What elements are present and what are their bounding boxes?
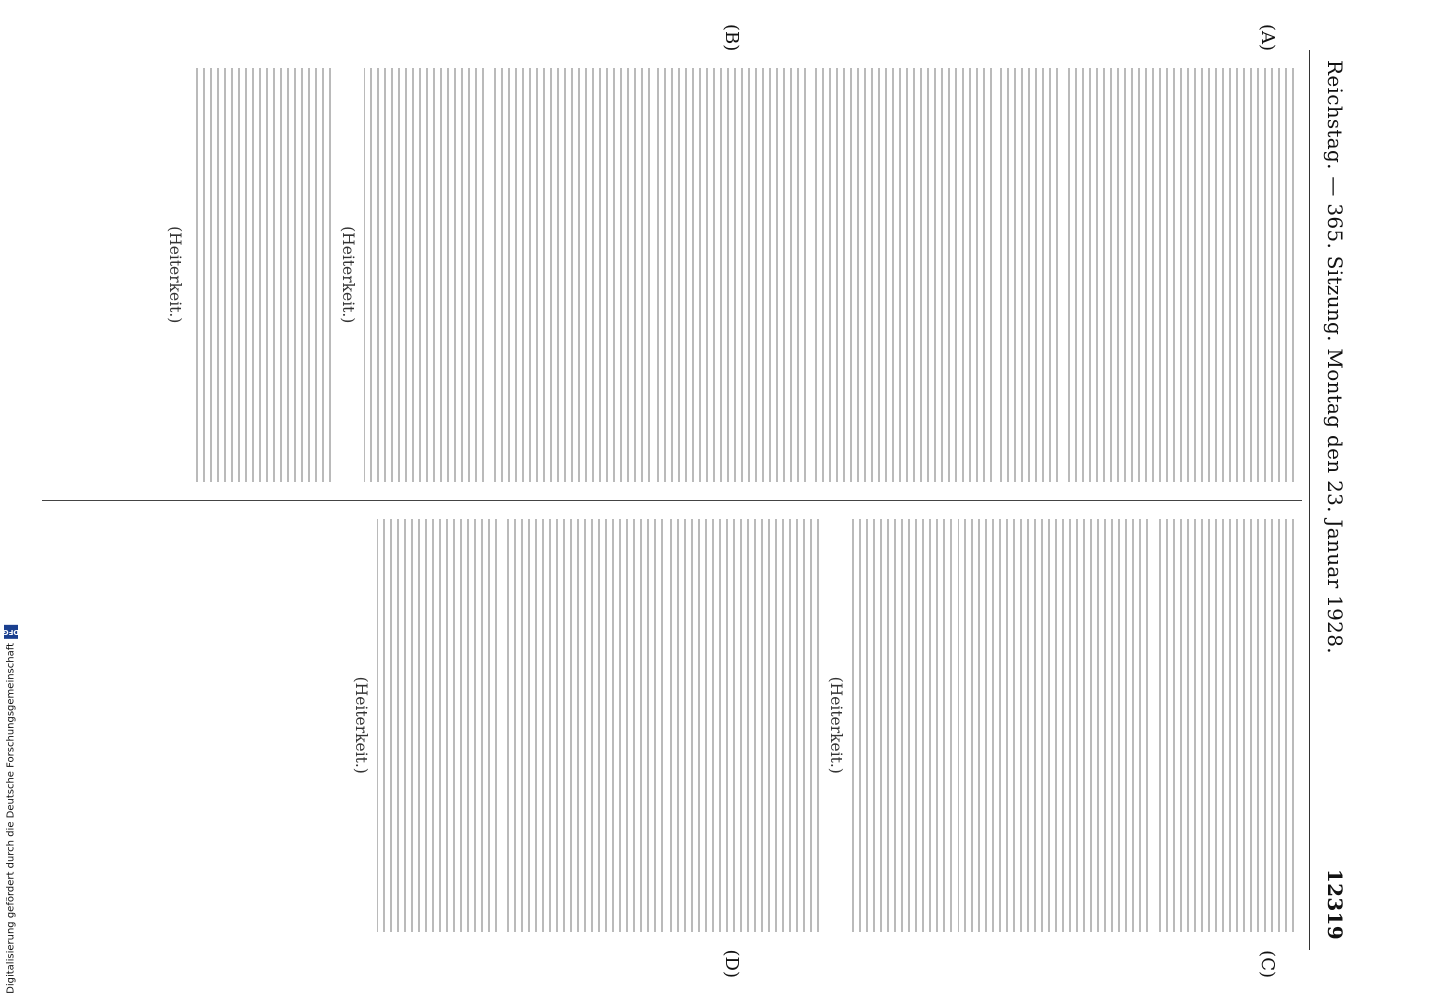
paragraph: [377, 519, 497, 933]
margin-marker-b: (B): [721, 24, 742, 52]
credit-text: Digitalisierung gefördert durch die Deutsche Forschungsgemeinschaft: [5, 643, 17, 994]
dfg-logo-icon: DFG: [4, 625, 18, 639]
text-columns: [42, 24, 1302, 978]
paragraph: [1154, 519, 1294, 933]
paragraph: [812, 68, 992, 482]
page-number: 12319: [1323, 868, 1347, 940]
header-title: Reichstag. — 365. Sitzung. Montag den 23. Januar 1928.: [1323, 60, 1347, 654]
right-column: [42, 500, 1302, 978]
margin-marker-a: (A): [1257, 24, 1278, 52]
paragraph: [503, 519, 663, 933]
paragraph: [364, 68, 484, 482]
interjection: (Heiterkeit.): [827, 676, 845, 774]
interjection: (Heiterkeit.): [339, 226, 357, 324]
interjection: (Heiterkeit.): [352, 676, 370, 774]
paragraph: [852, 519, 952, 933]
paragraph: [191, 68, 331, 482]
paragraph: [998, 68, 1058, 482]
header-rule: [1309, 50, 1310, 950]
page-header: [1318, 60, 1352, 940]
paragraph: [958, 519, 1148, 933]
margin-marker-d: (D): [721, 949, 742, 978]
document-page: [22, 20, 1362, 980]
paragraph: [669, 519, 819, 933]
paragraph: [656, 68, 806, 482]
interjection: (Heiterkeit.): [166, 226, 184, 324]
digitization-credit: [4, 625, 18, 994]
left-column: [42, 24, 1302, 500]
margin-marker-c: (C): [1257, 950, 1278, 978]
paragraph: [490, 68, 650, 482]
paragraph: [1064, 68, 1294, 482]
